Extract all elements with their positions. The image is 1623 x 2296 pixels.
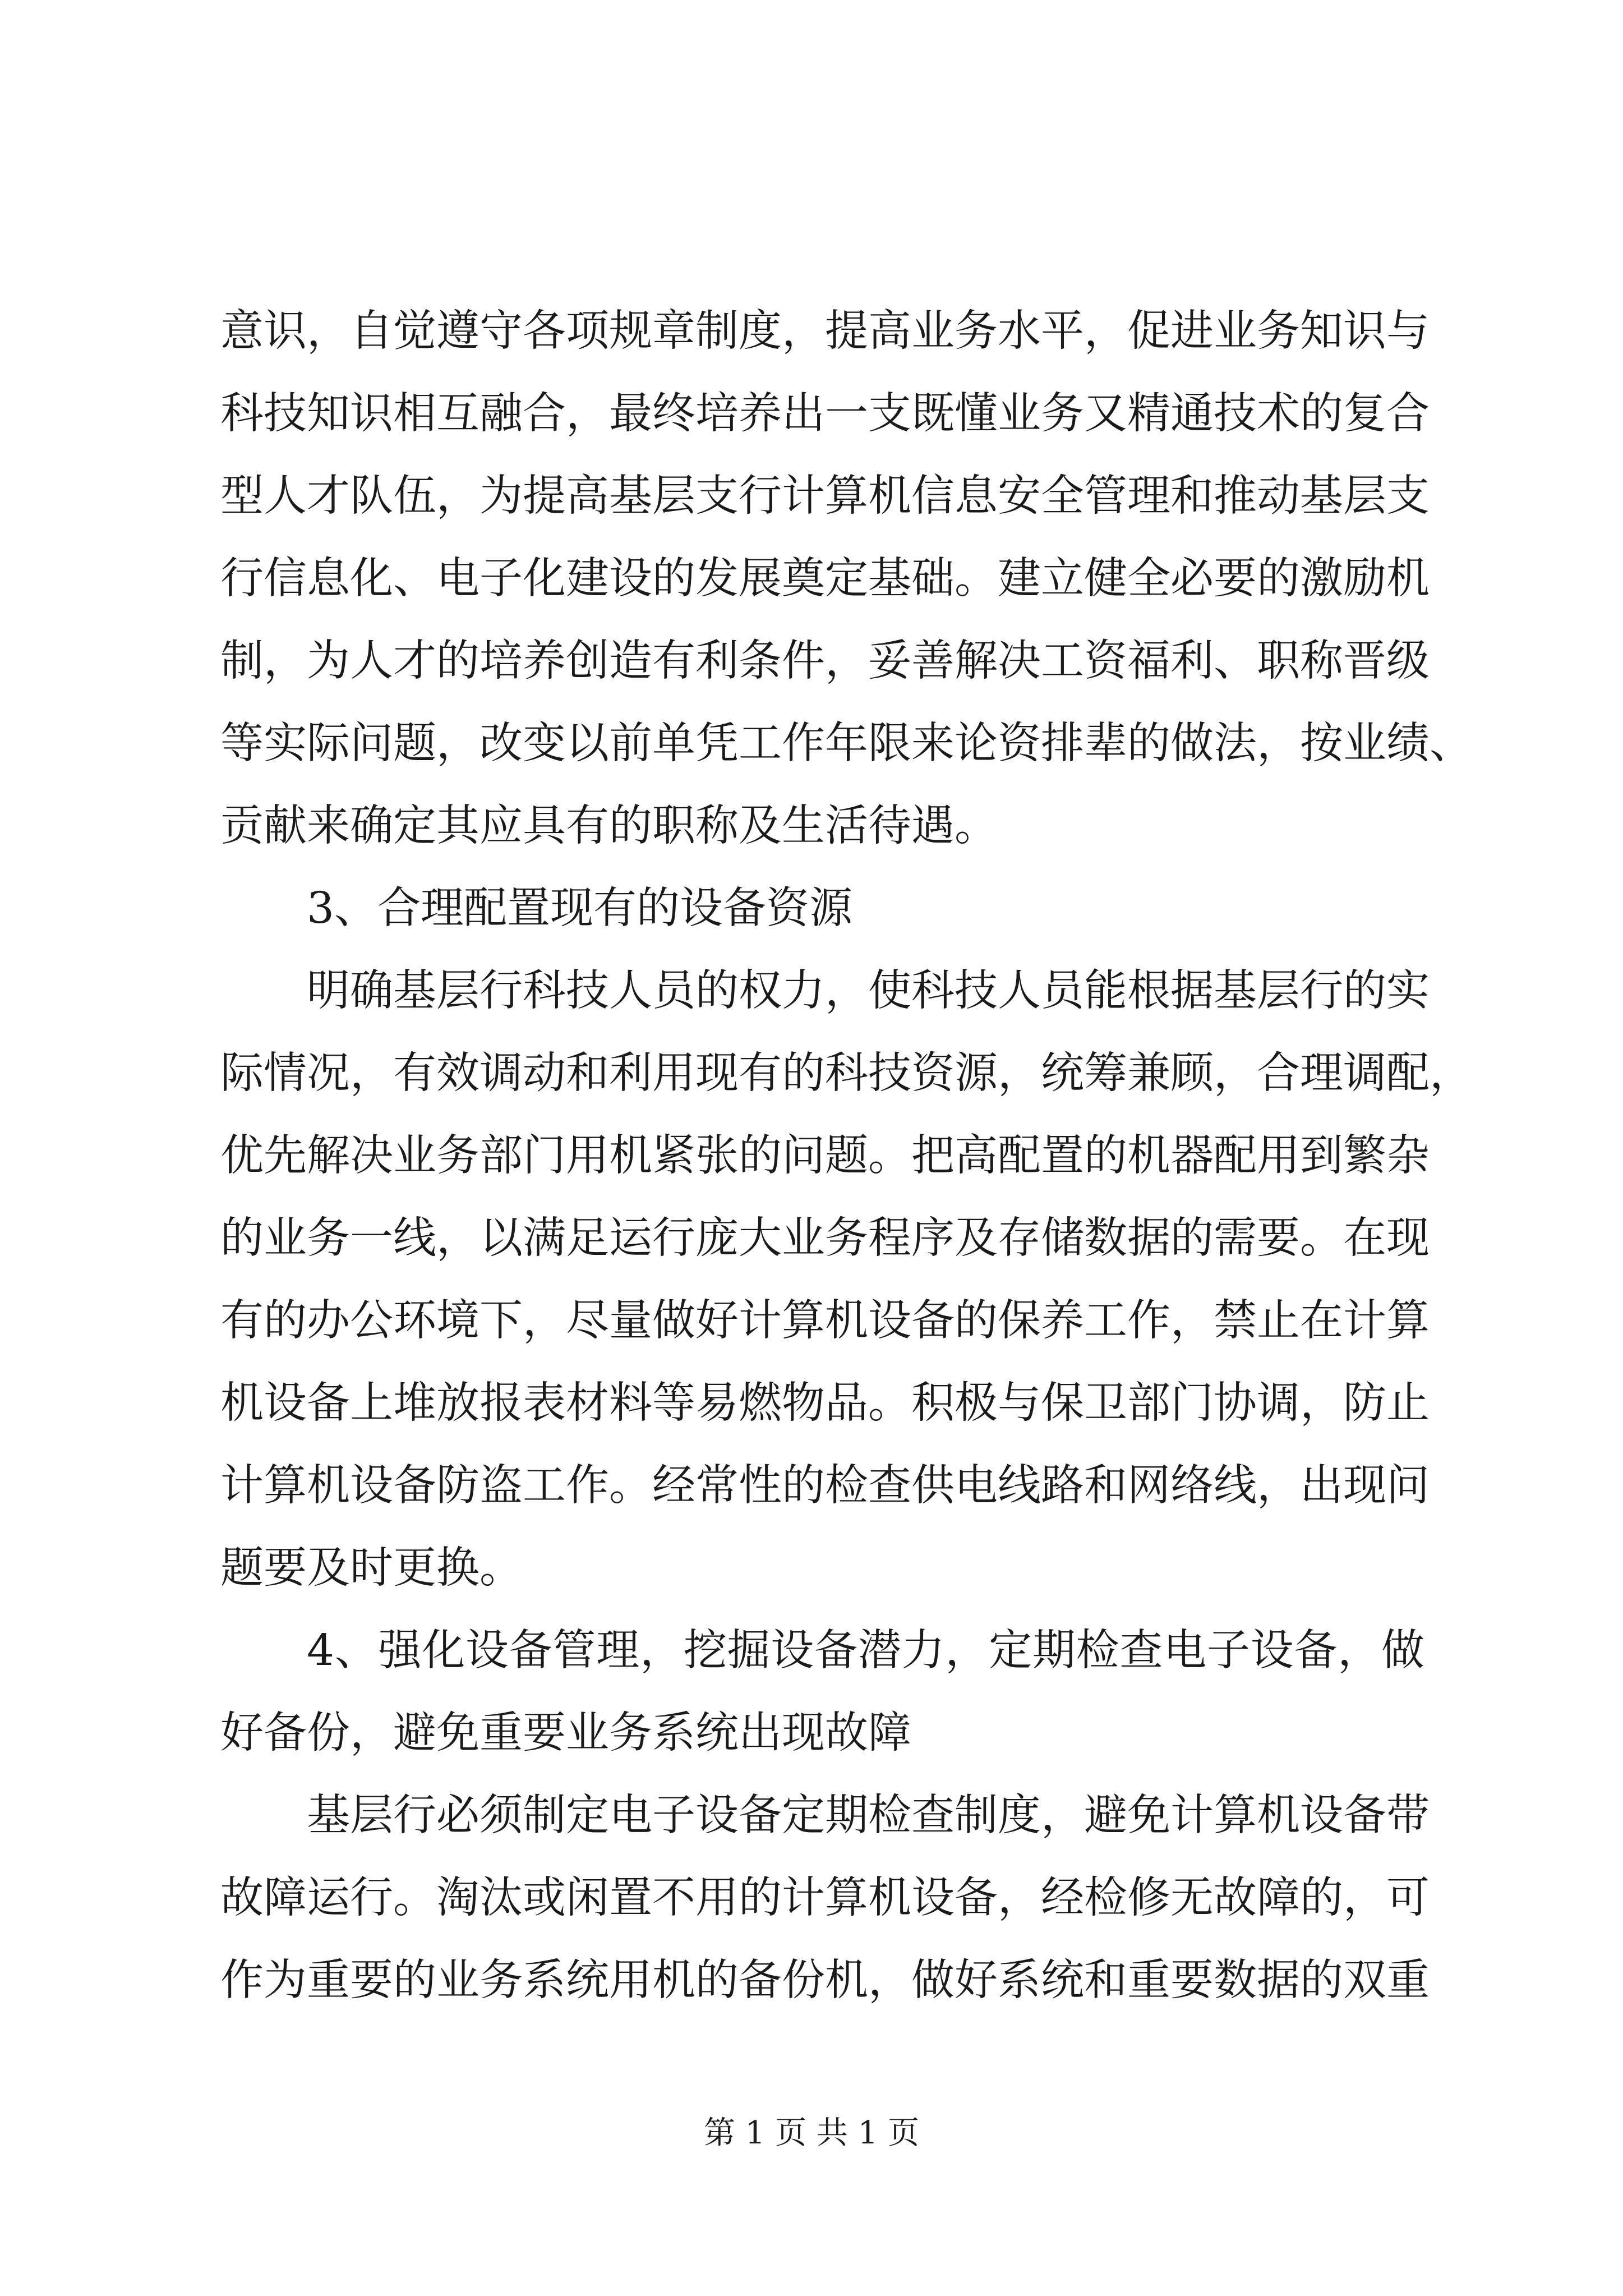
- section-heading: 3、合理配置现有的设备资源: [307, 884, 852, 933]
- text-line: 题要及时更换。: [220, 1543, 523, 1593]
- text-line: 明确基层行科技人员的权力，使科技人员能根据基层行的实: [307, 966, 1430, 1016]
- text-line: 贡献来确定其应具有的职称及生活待遇。: [220, 801, 998, 851]
- text-line: 等实际问题，改变以前单凭工作年限来论资排辈的做法，按业绩、: [220, 719, 1473, 769]
- text-line: 优先解决业务部门用机紧张的问题。把高配置的机器配用到繁杂: [220, 1131, 1430, 1181]
- text-line: 机设备上堆放报表材料等易燃物品。积极与保卫部门协调，防止: [220, 1378, 1430, 1428]
- section-heading: 4、强化设备管理，挖掘设备潜力，定期检查电子设备，做: [307, 1626, 1424, 1676]
- text-line: 的业务一线，以满足运行庞大业务程序及存储数据的需要。在现: [220, 1213, 1430, 1263]
- body-text: [220, 290, 1473, 2022]
- text-line: 基层行必须制定电子设备定期检查制度，避免计算机设备带: [307, 1791, 1430, 1841]
- text-line: 作为重要的业务系统用机的备份机，做好系统和重要数据的双重: [220, 1955, 1430, 2005]
- text-line: 型人才队伍，为提高基层支行计算机信息安全管理和推动基层支: [220, 471, 1430, 521]
- text-line: 制，为人才的培养创造有利条件，妥善解决工资福利、职称晋级: [220, 636, 1430, 686]
- page-footer: 第 1 页 共 1 页: [703, 2115, 920, 2151]
- text-line: 有的办公环境下，尽量做好计算机设备的保养工作，禁止在计算: [220, 1296, 1430, 1346]
- text-line: 行信息化、电子化建设的发展奠定基础。建立健全必要的激励机: [220, 554, 1430, 604]
- text-line: 故障运行。淘汰或闲置不用的计算机设备，经检修无故障的，可: [220, 1873, 1430, 1923]
- text-line: 际情况，有效调动和利用现有的科技资源，统筹兼顾，合理调配，: [220, 1048, 1473, 1098]
- section-heading: 好备份，避免重要业务系统出现故障: [220, 1708, 911, 1758]
- text-line: 计算机设备防盗工作。经常性的检查供电线路和网络线，出现问: [220, 1461, 1430, 1511]
- text-line: 科技知识相互融合，最终培养出一支既懂业务又精通技术的复合: [220, 389, 1430, 439]
- text-line: 意识，自觉遵守各项规章制度，提高业务水平，促进业务知识与: [220, 306, 1430, 356]
